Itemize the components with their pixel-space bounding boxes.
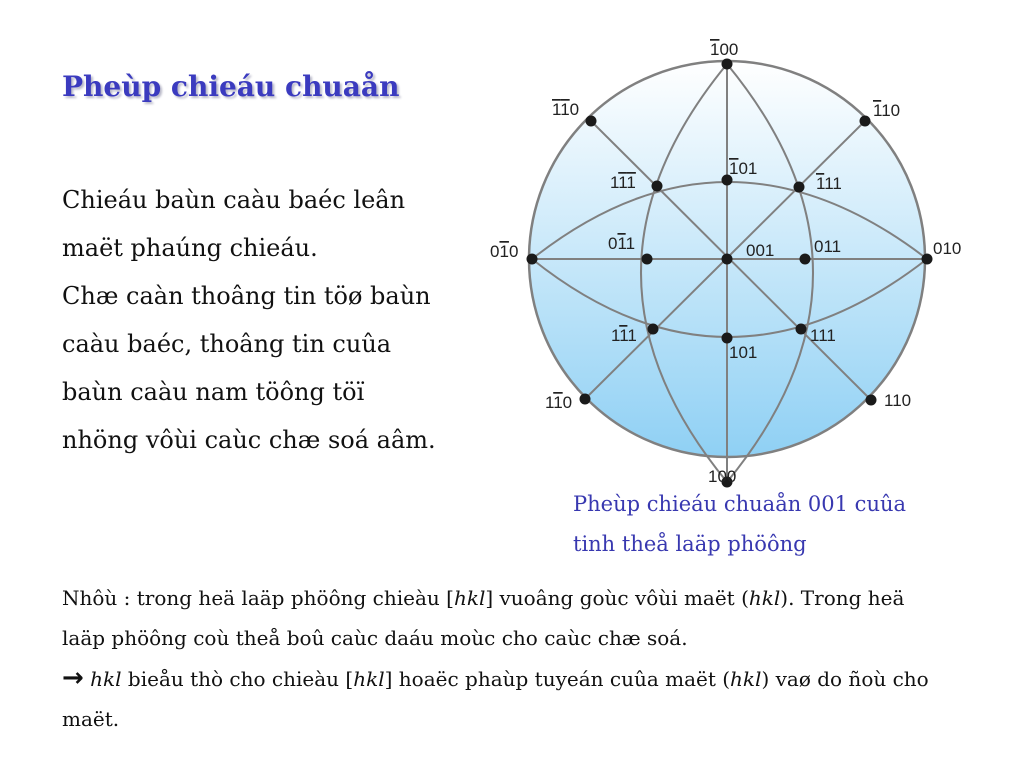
pole-label-digit: 1 xyxy=(552,100,561,119)
pole-dot-p-bar111 xyxy=(794,182,805,193)
pole-label-digit: 1 xyxy=(617,234,626,253)
pole-label-p-101 xyxy=(729,343,757,362)
pole-label-p-010 xyxy=(933,239,961,258)
pole-label-digit: 0 xyxy=(608,234,618,253)
pole-label-digit: 101 xyxy=(729,343,758,362)
pole-dot-p-0bar10 xyxy=(527,254,538,265)
pole-label-digit: 010 xyxy=(933,239,962,258)
right-arrow-icon: → xyxy=(62,663,84,693)
pole-label-p-bar100 xyxy=(710,40,738,59)
pole-label-digit: 00 xyxy=(719,40,739,59)
body-line: baùn caàu nam töông töï xyxy=(62,378,365,406)
figure-caption xyxy=(573,484,973,564)
body-line: nhöng vôùi caùc chæ soá aâm. xyxy=(62,426,436,454)
note-line xyxy=(62,658,992,699)
pole-label-digit: 1 xyxy=(816,174,825,193)
pole-label-digit: 1 xyxy=(729,159,739,178)
pole-dot-p-1bar10 xyxy=(580,394,591,405)
hkl-italic: hkl xyxy=(730,667,762,691)
pole-label-digit: 0 xyxy=(562,393,573,412)
hkl-italic: hkl xyxy=(748,586,781,610)
pole-label-p-bar1bar10 xyxy=(552,100,579,119)
pole-label-digit: 1 xyxy=(560,100,570,119)
pole-label-digit: 110 xyxy=(884,391,912,410)
pole-dot-p-010 xyxy=(922,254,933,265)
note-text-segment: ). Trong heä xyxy=(780,586,905,610)
pole-dot-p-0bar11 xyxy=(642,254,653,265)
note-text-segment: bieåu thò cho chieàu [ xyxy=(121,667,354,691)
pole-label-digit: 1 xyxy=(545,393,554,412)
pole-label-digit: 0 xyxy=(569,100,580,119)
hkl-italic: hkl xyxy=(453,586,486,610)
pole-dot-p-001 xyxy=(722,254,733,265)
pole-label-digit: 100 xyxy=(708,467,737,486)
pole-label-digit: 1 xyxy=(611,326,620,345)
pole-label-digit: 1 xyxy=(873,101,882,120)
pole-label-p-1bar1bar1-ul xyxy=(610,173,636,192)
pole-label-p-110 xyxy=(884,391,911,410)
pole-label-p-1bar10 xyxy=(545,393,572,412)
hkl-italic: hkl xyxy=(353,667,385,691)
pole-label-p-bar101 xyxy=(729,159,757,178)
pole-label-digit: 1 xyxy=(618,173,627,192)
pole-label-digit: 0 xyxy=(490,242,500,261)
pole-label-digit: 1 xyxy=(499,242,509,261)
caption-line: Pheùp chieáu chuaån 001 cuûa xyxy=(573,492,907,516)
pole-label-p-bar110 xyxy=(873,101,900,120)
pole-label-digit: 10 xyxy=(881,101,901,120)
pole-dot-p-1bar1bar1-ul xyxy=(652,181,663,192)
pole-label-digit: 1 xyxy=(619,326,628,345)
body-text xyxy=(62,176,482,464)
pole-label-digit: 1 xyxy=(553,393,563,412)
pole-label-p-bar111 xyxy=(816,174,842,193)
note-text-segment: ) vaø do ñoù cho xyxy=(761,667,929,691)
note-text xyxy=(62,578,992,739)
pole-label-digit: 001 xyxy=(746,241,775,260)
pole-label-p-011 xyxy=(814,237,841,256)
note-text-segment: ] hoaëc phaùp tuyeán cuûa maët ( xyxy=(384,667,731,691)
pole-label-p-001 xyxy=(746,241,774,260)
pole-dot-p-bar1bar10 xyxy=(586,116,597,127)
pole-dot-p-111 xyxy=(796,324,807,335)
pole-label-p-111 xyxy=(810,326,836,345)
pole-label-digit: 1 xyxy=(710,40,720,59)
pole-label-p-0bar11 xyxy=(608,234,635,253)
pole-label-digit: 1 xyxy=(610,173,619,192)
pole-dot-p-1bar11 xyxy=(648,324,659,335)
pole-dot-p-110 xyxy=(866,395,877,406)
note-line: laäp phöông coù theå boû caùc daáu moùc cho caùc chæ soá. xyxy=(62,626,688,650)
body-line: Chieáu baùn caàu baéc leân xyxy=(62,186,406,214)
note-text-segment: Nhôù : trong heä laäp phöông chieàu [ xyxy=(62,586,454,610)
note-line: maët. xyxy=(62,707,120,731)
pole-label-digit: 1 xyxy=(626,173,636,192)
pole-dot-p-bar110 xyxy=(860,116,871,127)
body-line: maët phaúng chieáu. xyxy=(62,234,318,262)
caption-line: tinh theå laäp phöông xyxy=(573,532,807,556)
pole-label-digit: 0 xyxy=(508,242,519,261)
pole-label-p-1bar11 xyxy=(611,326,637,345)
page-title: Pheùp chieáu chuaån xyxy=(62,70,400,103)
hkl-italic: hkl xyxy=(90,667,122,691)
pole-dot-p-011 xyxy=(800,254,811,265)
pole-label-digit: 1 xyxy=(625,234,636,253)
pole-label-digit: 111 xyxy=(810,326,836,345)
pole-dot-p-bar100 xyxy=(722,59,733,70)
pole-label-digit: 01 xyxy=(738,159,758,178)
body-line: Chæ caàn thoâng tin töø baùn xyxy=(62,282,431,310)
pole-dot-p-101 xyxy=(722,333,733,344)
pole-label-p-0bar10 xyxy=(490,242,518,261)
pole-label-digit: 1 xyxy=(627,326,637,345)
pole-label-digit: 11 xyxy=(824,174,842,193)
stereographic-projection-diagram xyxy=(470,30,980,490)
note-text-segment: ] vuoâng goùc vôùi maët ( xyxy=(485,586,749,610)
note-line xyxy=(62,578,992,618)
body-line: caàu baéc, thoâng tin cuûa xyxy=(62,330,392,358)
pole-label-digit: 011 xyxy=(814,237,842,256)
